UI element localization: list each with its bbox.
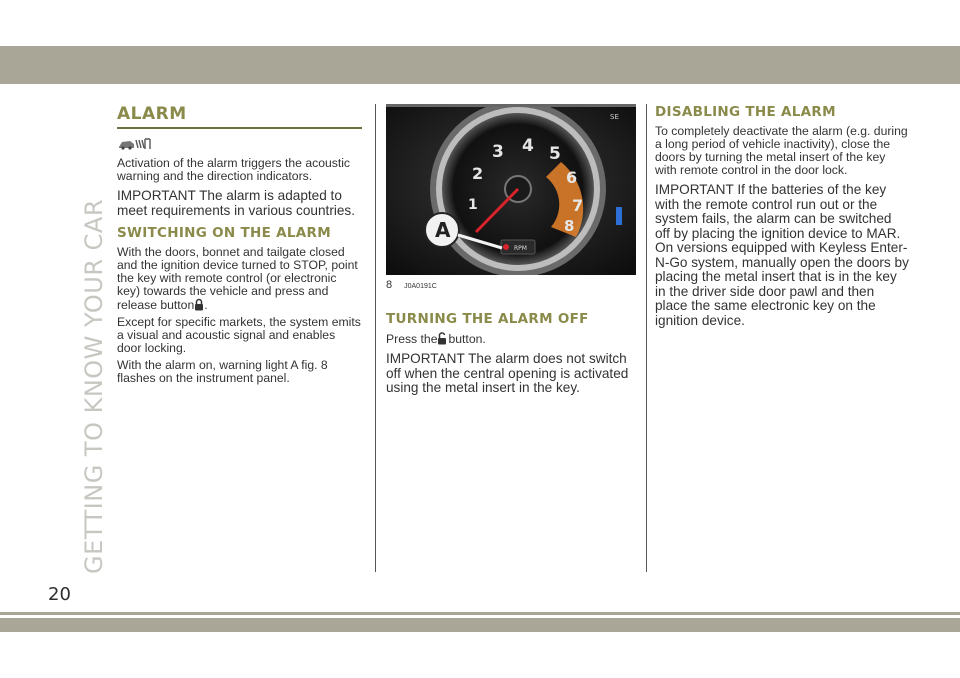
switch-on-paragraph-1: With the doors, bonnet and tailgate closed and the ignition device turned to STOP, point the key with remote control (or electronic key) towards the vehicle and press and release button . xyxy=(117,245,358,312)
page-number: 20 xyxy=(48,584,71,605)
corner-label: SE xyxy=(610,113,619,121)
column-alarm xyxy=(117,104,362,389)
dial-number-1: 1 xyxy=(468,197,478,213)
switch-on-heading: SWITCHING ON THE ALARM xyxy=(117,225,331,241)
column-divider-2 xyxy=(646,104,647,572)
tachometer-photo xyxy=(386,107,636,275)
header-band xyxy=(0,46,960,84)
alarm-symbol-row xyxy=(117,137,362,151)
disable-paragraph: To completely deactivate the alarm (e.g. during a long period of vehicle inactivity), close the doors by turning the metal insert of the key with remote control in the door lock. xyxy=(655,124,908,177)
disable-important: IMPORTANT If the batteries of the key with the remote control run out or the system fails, the alarm can be switched off by placing the ignition device to MAR. On versions equipped with Keyless Enter-N-Go system, manually open the doors by placing the metal insert that is in the key in the driver side door pawl and then place the same electronic key on the ignition device. xyxy=(655,182,909,328)
alarm-intro: Activation of the alarm triggers the acoustic warning and the direction indicators. xyxy=(117,156,351,183)
turn-off-heading: TURNING THE ALARM OFF xyxy=(386,311,589,327)
dial-number-2: 2 xyxy=(472,164,484,183)
switch-on-paragraph-2: Except for specific markets, the system emits a visual and acoustic signal and enables door locking. xyxy=(117,315,361,355)
dial-number-8: 8 xyxy=(564,217,575,235)
column-figure xyxy=(386,104,636,402)
column-disable xyxy=(655,104,910,334)
figure-code: J0A0191C xyxy=(404,283,437,290)
dial-number-6: 6 xyxy=(566,168,578,187)
alarm-important: IMPORTANT The alarm is adapted to meet requirements in various countries. xyxy=(117,188,355,218)
callout-label: A xyxy=(435,218,451,242)
figure-caption xyxy=(386,279,636,293)
lock-icon xyxy=(194,298,204,311)
alarm-heading: ALARM xyxy=(117,104,362,129)
footer-band xyxy=(0,618,960,632)
alarm-car-icon xyxy=(117,137,151,151)
side-section-title: GETTING TO KNOW YOUR CAR xyxy=(80,199,108,574)
disable-heading: DISABLING THE ALARM xyxy=(655,104,836,120)
dial-number-7: 7 xyxy=(572,196,584,215)
turn-off-paragraph: Press the button. xyxy=(386,332,486,346)
figure-number: 8 xyxy=(386,279,393,291)
turn-off-important: IMPORTANT The alarm does not switch off when the central opening is activated using the metal insert in the key. xyxy=(386,351,629,395)
footer-rule xyxy=(0,612,960,615)
switch-on-paragraph-3: With the alarm on, warning light A fig. 8 flashes on the instrument panel. xyxy=(117,358,328,385)
unlock-icon xyxy=(437,332,448,345)
dial-number-3: 3 xyxy=(492,142,504,162)
column-divider-1 xyxy=(375,104,376,572)
instrument-panel-photo xyxy=(386,104,636,275)
dial-number-4: 4 xyxy=(522,136,534,156)
rpm-label: RPM xyxy=(514,245,527,252)
dial-number-5: 5 xyxy=(549,144,561,164)
